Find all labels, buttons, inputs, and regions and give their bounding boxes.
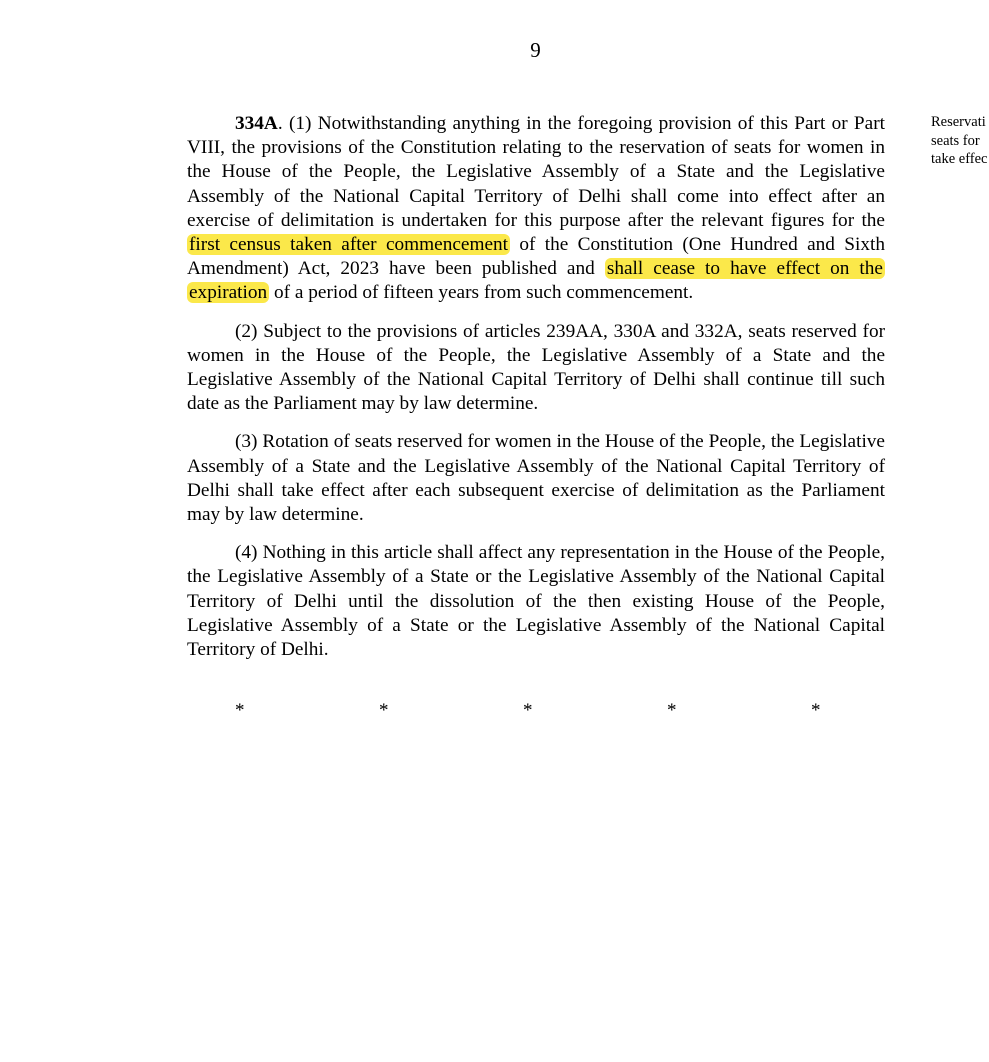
separator-star: *	[667, 700, 677, 721]
section-separator	[0, 700, 989, 724]
margin-note-line-1: Reservati	[931, 114, 986, 130]
separator-star: *	[811, 700, 821, 721]
separator-star: *	[235, 700, 245, 721]
article-number: 334A	[235, 113, 278, 134]
separator-star: *	[379, 700, 389, 721]
clause-4: (4) Nothing in this article shall affect any representation in the House of the People, the Legislative Assembly of a State or the Legislative Assembly of the National Capital Territory of Delhi until the dissolution of the then existing House of the People, Legislative Assembly of a State or the Legislative Assembly of the National Capital Territory of Delhi.	[187, 542, 885, 661]
clause-1-text-middle: of the Constitution (One Hundred and Sixth Amendment) Act, 2023 have been published and	[187, 234, 885, 280]
margin-note-line-2: seats for	[931, 132, 980, 149]
clause-3: (3) Rotation of seats reserved for women in the House of the People, the Legislative Assembly of a State and the Legislative Assembly of the National Capital Territory of Delhi shall take effect after each subsequent exercise of delimitation as the Parliament may by law determine.	[187, 431, 885, 526]
article-334a-body	[187, 112, 885, 676]
margin-note-line-3: take effec	[931, 151, 988, 167]
clause-1	[187, 112, 885, 306]
clause-1-text-start: . (1) Notwithstanding anything in the foregoing provision of this Part or Part VIII, the provisions of the Constitution relating to the reservation of seats for women in the House of the People, the Legislative Assembly of a State and the Legislative Assembly of the National Capital Territory of Delhi shall come into effect after an exercise of delimitation is undertaken for this purpose after the relevant figures for the	[187, 113, 885, 231]
clause-2: (2) Subject to the provisions of articles 239AA, 330A and 332A, seats reserved for women in the House of the People, the Legislative Assembly of a State and the Legislative Assembly of the National Capital Territory of Delhi shall continue till such date as the Parliament may by law determine.	[187, 320, 885, 415]
margin-note	[931, 113, 989, 169]
separator-star: *	[523, 700, 533, 721]
page-number: 9	[530, 38, 541, 62]
highlight-cease-effect[interactable]: shall cease to have effect on the expiration	[189, 258, 883, 304]
clause-1-text-end: of a period of fifteen years from such commencement.	[269, 282, 694, 304]
highlight-first-census[interactable]: first census taken after commencement	[189, 234, 508, 256]
